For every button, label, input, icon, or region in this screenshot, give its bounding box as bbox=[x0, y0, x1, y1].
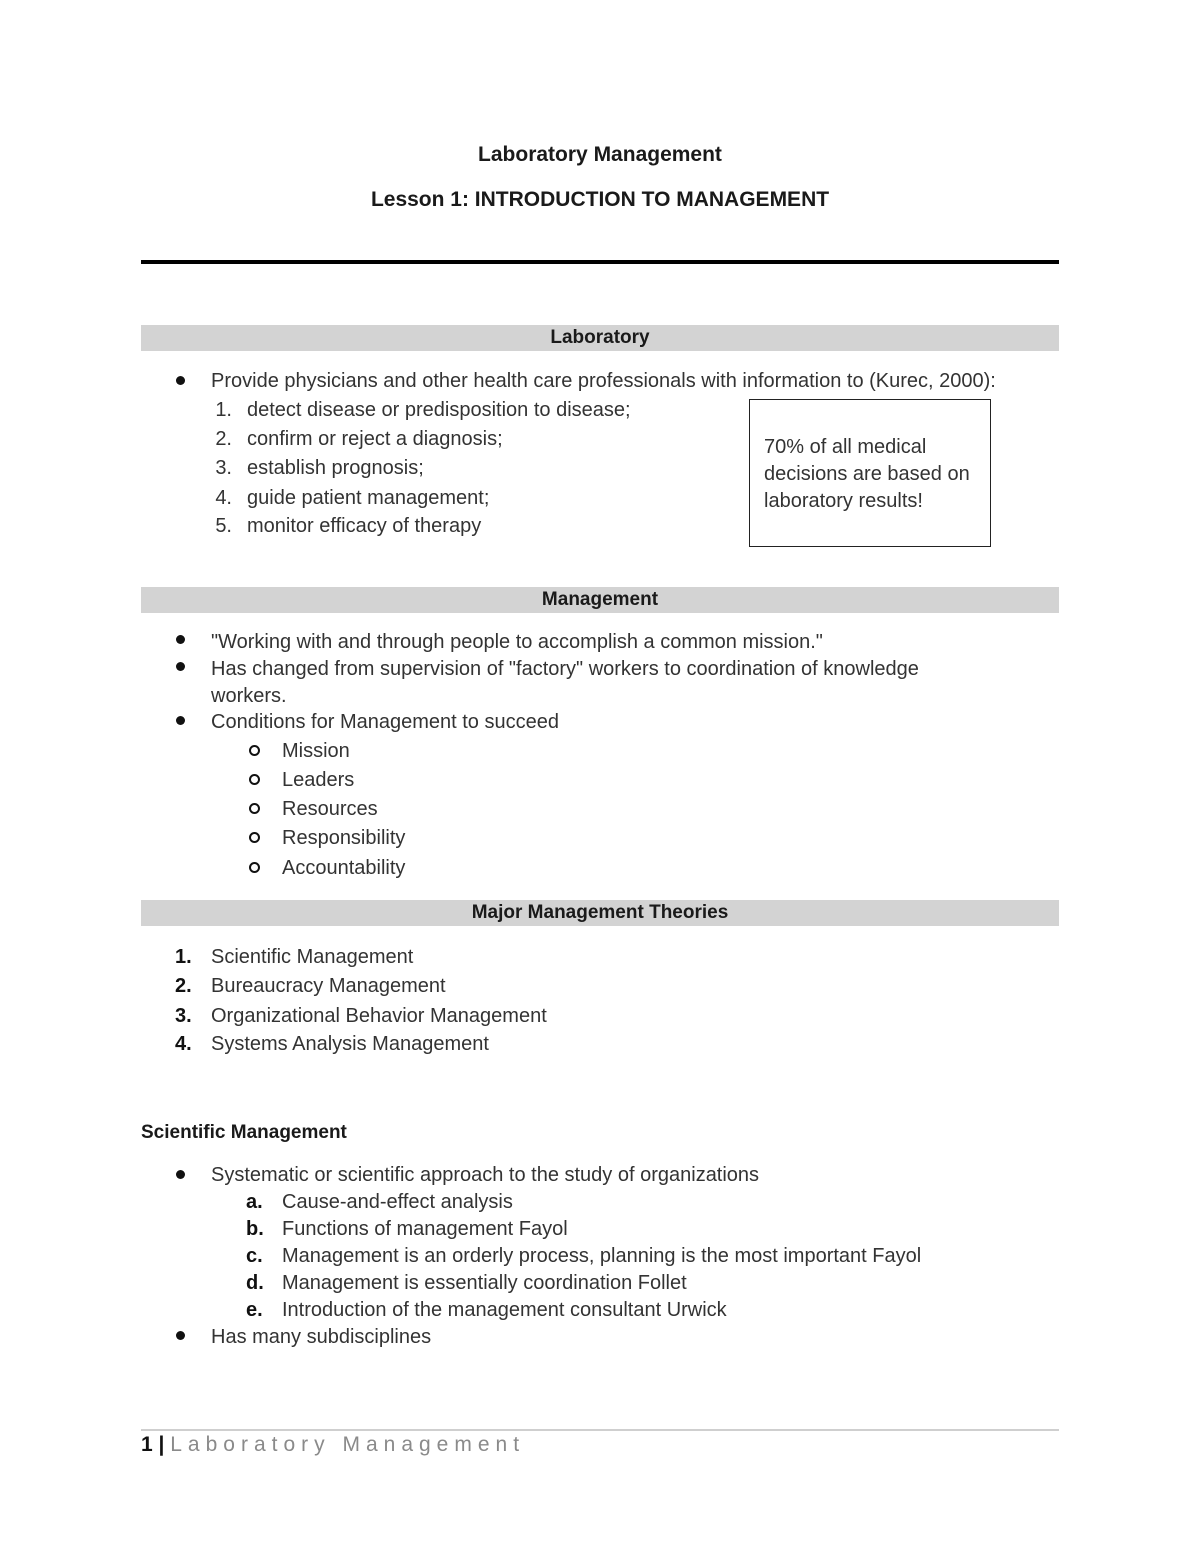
condition-item: Resources bbox=[282, 798, 378, 820]
list-number: 3. bbox=[175, 1005, 192, 1027]
list-number: 1. bbox=[175, 946, 192, 968]
section-heading-laboratory: Laboratory bbox=[141, 325, 1059, 351]
list-number: 1. bbox=[215, 399, 232, 421]
bullet-icon bbox=[176, 662, 185, 671]
bullet-icon bbox=[176, 1331, 185, 1340]
list-number: 2. bbox=[215, 428, 232, 450]
subsection-heading: Scientific Management bbox=[141, 1122, 347, 1143]
condition-item: Mission bbox=[282, 740, 350, 762]
list-item: confirm or reject a diagnosis; bbox=[247, 428, 503, 450]
list-number: 4. bbox=[215, 487, 232, 509]
bullet-icon bbox=[176, 376, 185, 385]
scientific-item: Introduction of the management consultant Urwick bbox=[282, 1299, 727, 1321]
theory-item: Scientific Management bbox=[211, 946, 414, 968]
footer-title: Laboratory Management bbox=[170, 1433, 526, 1456]
list-item: monitor efficacy of therapy bbox=[247, 515, 482, 537]
condition-item: Responsibility bbox=[282, 827, 406, 849]
lesson-title: Lesson 1: INTRODUCTION TO MANAGEMENT bbox=[370, 188, 830, 211]
scientific-item: Functions of management Fayol bbox=[282, 1218, 568, 1240]
footer-divider bbox=[141, 1429, 1059, 1431]
scientific-bullet: Systematic or scientific approach to the study of organizations bbox=[211, 1164, 760, 1186]
circle-bullet-icon bbox=[249, 862, 260, 873]
management-bullet: "Working with and through people to accomplish a common mission." bbox=[211, 631, 823, 653]
list-letter: a. bbox=[246, 1191, 263, 1213]
callout-text: 70% of all medical decisions are based on laboratory results! bbox=[764, 436, 970, 512]
page-number: 1 | bbox=[141, 1433, 165, 1456]
list-number: 3. bbox=[215, 457, 232, 479]
list-number: 2. bbox=[175, 975, 192, 997]
header-divider bbox=[141, 260, 1059, 264]
circle-bullet-icon bbox=[249, 774, 260, 785]
circle-bullet-icon bbox=[249, 832, 260, 843]
condition-item: Accountability bbox=[282, 857, 406, 879]
page-footer bbox=[141, 1433, 525, 1457]
circle-bullet-icon bbox=[249, 745, 260, 756]
bullet-icon bbox=[176, 635, 185, 644]
list-number: 5. bbox=[215, 515, 232, 537]
scientific-item: Cause-and-effect analysis bbox=[282, 1191, 513, 1213]
circle-bullet-icon bbox=[249, 803, 260, 814]
list-letter: c. bbox=[246, 1245, 263, 1267]
condition-item: Leaders bbox=[282, 769, 355, 791]
bullet-icon bbox=[176, 716, 185, 725]
management-bullet-continuation: workers. bbox=[211, 685, 287, 707]
list-letter: e. bbox=[246, 1299, 263, 1321]
list-letter: b. bbox=[246, 1218, 264, 1240]
list-item: guide patient management; bbox=[247, 487, 490, 509]
section-heading-management: Management bbox=[141, 587, 1059, 613]
theory-item: Bureaucracy Management bbox=[211, 975, 446, 997]
theory-item: Organizational Behavior Management bbox=[211, 1005, 547, 1027]
scientific-item: Management is essentially coordination Follet bbox=[282, 1272, 687, 1294]
list-item: detect disease or predisposition to disease; bbox=[247, 399, 631, 421]
list-item: establish prognosis; bbox=[247, 457, 424, 479]
section-heading-theories: Major Management Theories bbox=[141, 900, 1059, 926]
document-title: Laboratory Management bbox=[478, 143, 722, 166]
list-letter: d. bbox=[246, 1272, 264, 1294]
management-bullet: Conditions for Management to succeed bbox=[211, 711, 559, 733]
list-number: 4. bbox=[175, 1033, 192, 1055]
management-bullet: Has changed from supervision of "factory" workers to coordination of knowledge bbox=[211, 658, 919, 680]
bullet-icon bbox=[176, 1170, 185, 1179]
scientific-item: Management is an orderly process, planning is the most important Fayol bbox=[282, 1245, 922, 1267]
scientific-bullet: Has many subdisciplines bbox=[211, 1326, 432, 1348]
theory-item: Systems Analysis Management bbox=[211, 1033, 489, 1055]
laboratory-bullet: Provide physicians and other health care professionals with information to (Kurec, 2000): bbox=[211, 370, 996, 392]
